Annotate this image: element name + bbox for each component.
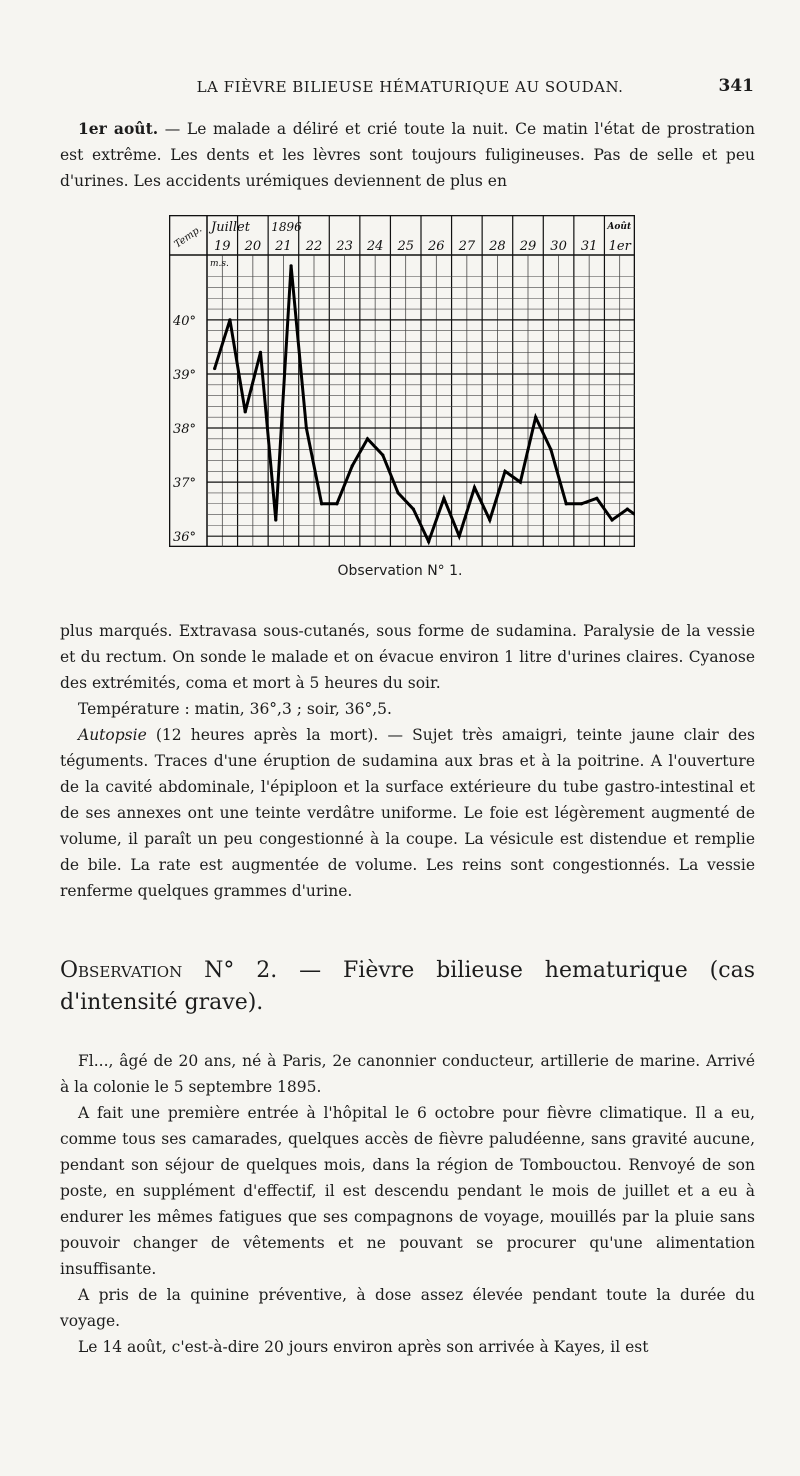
page-number: 341 (718, 76, 754, 96)
temperature-point (580, 502, 583, 505)
autopsie-lead: Autopsie (78, 726, 147, 744)
chart-caption: Observation N° 1. (337, 563, 463, 579)
month-label: Août (607, 222, 632, 232)
temperature-point (335, 502, 338, 505)
temperature-line: Température : matin, 36°,3 ; soir, 36°,5. (78, 700, 392, 718)
case-history: A fait une première entrée à l'hôpital le 6 octobre pour fièvre climatique. Il a eu, comme tous ses camarades, quelques accès de fièvre paludéenne, sans gravité aucune, pendant son séjour de quelques mois, dans la région de Tombouctou. Renvoyé de son poste, en supplément d'effectif, il est descendu pendant le mois de juillet et a eu à endurer les mêmes fatigues que ses compagnons de voyage, mouillés par la pluie sans pouvoir changer de vêtements et ne pouvant se procurer qu'une alimentation insuffisante. (60, 1104, 755, 1278)
paragraph-text: plus marqués. Extravasa sous-cutanés, sous forme de sudamina. Paralysie de la vessie et du rectum. On sonde le malade et on évacue environ 1 litre d'urines claires. Cyanose des extrémités, coma et mort à 5 heures du soir. (60, 622, 755, 692)
temperature-point (503, 470, 506, 473)
observation-number: N° 2. (182, 958, 278, 983)
date-lead: 1er août. (78, 119, 159, 138)
temperature-chart (169, 215, 635, 547)
x-tick-label: 19 (214, 239, 231, 254)
temperature-point (274, 518, 277, 521)
corner-label: Temp. (172, 223, 205, 251)
temperature-point (442, 497, 445, 500)
autopsie-paragraph (60, 722, 755, 904)
x-tick-label: 27 (458, 239, 476, 254)
x-tick-label: 28 (489, 239, 506, 254)
temperature-point (473, 486, 476, 489)
month-label: Juillet (211, 220, 250, 235)
temperature-point (213, 367, 216, 370)
temperature-series-line (215, 266, 635, 542)
case-intro: Fl..., âgé de 20 ans, né à Paris, 2e canonnier conducteur, artillerie de marine. Arrivé à la colonie le 5 septembre 1895. (60, 1052, 755, 1096)
x-tick-label: 24 (366, 239, 384, 254)
temperature-chart-svg (169, 215, 635, 547)
x-tick-label: 21 (275, 239, 292, 254)
page-header (60, 78, 760, 104)
paragraph-aug-1 (60, 116, 755, 194)
year-label: 1896 (271, 220, 302, 234)
y-tick-label: 37° (173, 476, 197, 492)
y-tick-label: 39° (173, 367, 197, 383)
temperature-point (366, 437, 369, 440)
x-tick-label: 30 (550, 239, 567, 254)
x-tick-label: 25 (397, 239, 414, 254)
temperature-point (228, 318, 231, 321)
temperature-point (412, 508, 415, 511)
temperature-point (519, 481, 522, 484)
case-aug-14: Le 14 août, c'est-à-dire 20 jours environ après son arrivée à Kayes, il est (78, 1338, 649, 1356)
paragraph-clinical (60, 618, 755, 904)
temperature-point (549, 448, 552, 451)
temperature-point (565, 502, 568, 505)
temperature-point (351, 464, 354, 467)
x-tick-label: 29 (519, 239, 537, 254)
morning-evening-label: m.s. (210, 259, 229, 269)
temperature-point (396, 491, 399, 494)
temperature-point (244, 410, 247, 413)
autopsie-text: (12 heures après la mort). — Sujet très amaigri, teinte jaune clair des téguments. Traces d'une éruption de sudamina aux bras et à la poitrine. A l'ouverture de la cavité abdominale, l'épiploon et la surface extérieure du tube gastro-intestinal et de ses annexes ont une teinte verdâtre uniforme. Le foie est légèrement augmenté de volume, il paraît un peu congestionné à la coupe. La vésicule est distendue et remplie de bile. La rate est augmentée de volume. Les reins sont congestionnés. La vessie renferme quelques grammes d'urine. (60, 726, 755, 900)
paragraph-case-2 (60, 1048, 755, 1360)
x-tick-label: 26 (428, 239, 445, 254)
y-tick-label: 38° (173, 422, 197, 438)
x-tick-label: 1er (608, 239, 631, 254)
temperature-point (595, 497, 598, 500)
temperature-point (320, 502, 323, 505)
x-tick-label: 31 (580, 239, 598, 254)
running-title: LA FIÈVRE BILIEUSE HÉMATURIQUE AU SOUDAN. (196, 78, 624, 96)
observation-label: Observation (60, 958, 183, 983)
x-tick-label: 22 (305, 239, 323, 254)
y-tick-label: 40° (173, 313, 197, 329)
temperature-point (626, 508, 629, 511)
x-tick-label: 23 (336, 239, 353, 254)
temperature-point (427, 540, 430, 543)
temperature-point (381, 453, 384, 456)
case-quinine: A pris de la quinine préventive, à dose assez élevée pendant toute la durée du voyage. (60, 1286, 755, 1330)
temperature-point (259, 351, 262, 354)
temperature-point (610, 518, 613, 521)
temperature-point (458, 535, 461, 538)
y-tick-label: 36° (173, 530, 197, 546)
temperature-point (289, 264, 292, 267)
temperature-point (305, 426, 308, 429)
paragraph-text: — Le malade a déliré et crié toute la nuit. Ce matin l'état de prostration est extrême. Les dents et les lèvres sont toujours fuligineuses. Pas de selle et peu d'urines. Les accidents urémiques deviennent de plus en (60, 120, 755, 190)
observation-title-text: — Fièvre bilieuse hematurique (cas d'intensité grave). (60, 958, 755, 1015)
x-tick-label: 20 (244, 239, 262, 254)
temperature-point (488, 518, 491, 521)
temperature-point (534, 416, 537, 419)
observation-2-title (60, 955, 755, 1019)
